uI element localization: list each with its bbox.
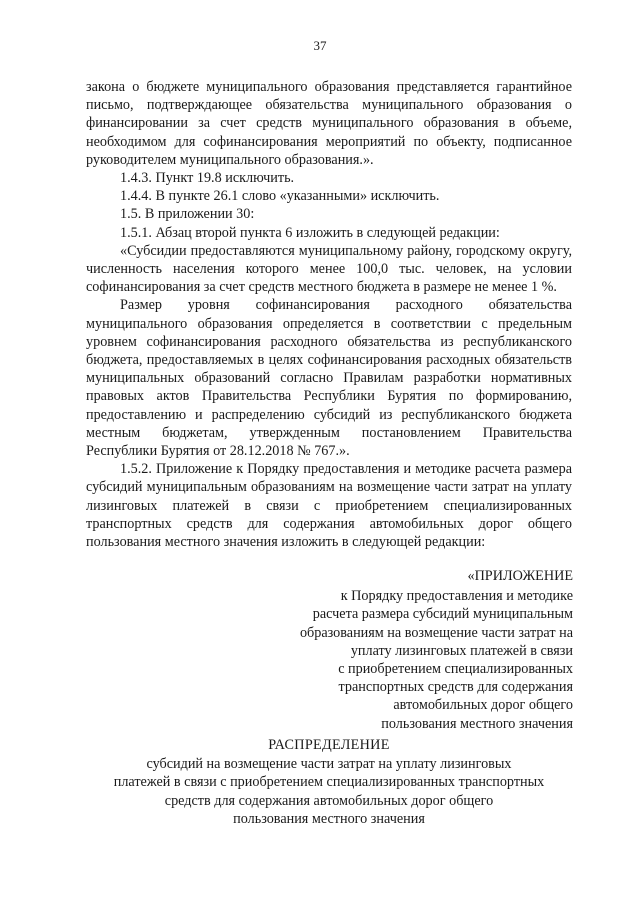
paragraph-4: 1.5. В приложении 30: (120, 206, 255, 223)
body-text (86, 78, 572, 551)
paragraph-1: закона о бюджете муниципального образования представляется гарантийное письмо, подтверждающее обязательства муниципального образования о финансировании за счет средств муниципального образования в объеме, необходимом для софинансирования мероприятий по объекту, подписанное руководителем муниципального образования.». (86, 79, 572, 168)
paragraph-3: 1.4.4. В пункте 26.1 слово «указанными» исключить. (120, 188, 440, 205)
page-number: 37 (313, 38, 327, 53)
appendix-line: расчета размера субсидий муниципальным (312, 606, 573, 623)
distribution-line: пользования местного значения (233, 810, 425, 827)
distribution-block (86, 736, 572, 828)
distribution-line: платежей в связи с приобретением специализированных транспортных (113, 774, 545, 791)
appendix-line: с приобретением специализированных (338, 661, 573, 678)
appendix-heading: «ПРИЛОЖЕНИЕ (467, 568, 573, 584)
distribution-line: субсидий на возмещение части затрат на уплату лизинговых (146, 756, 512, 773)
appendix-line: к Порядку предоставления и методике (340, 588, 573, 605)
paragraph-6: «Субсидии предоставляются муниципальному району, городскому округу, численность населения которого менее 100,0 тыс. человек, на условии софинансирования за счет средств местного бюджета в размере не менее 1 %. (86, 242, 572, 296)
paragraph-7: Размер уровня софинансирования расходного обязательства муниципального образования определяется в соответствии с предельным уровнем софинансирования расходного обязательства из республиканского бюджета, предоставляемых в целях софинансирования расходных обязательств муниципальных образований согласно Правилам разработки нормативных правовых актов Правительства Республики Бурятия по формированию, предоставлению и распределению субсидий из республиканского бюджета местным бюджетам, утвержденным постановлением Правительства Республики Бурятия от 28.12.2018 № 767.». (86, 297, 572, 460)
paragraph-2: 1.4.3. Пункт 19.8 исключить. (120, 170, 295, 187)
appendix-line: автомобильных дорог общего (393, 697, 573, 714)
appendix-line: пользования местного значения (381, 715, 573, 732)
paragraph-5: 1.5.1. Абзац второй пункта 6 изложить в следующей редакции: (120, 224, 500, 241)
appendix-line: уплату лизинговых платежей в связи (350, 642, 573, 659)
appendix-block (240, 567, 573, 733)
distribution-line: средств для содержания автомобильных дорог общего (164, 792, 494, 809)
paragraph-8: 1.5.2. Приложение к Порядку предоставления и методике расчета размера субсидий муниципальным образованиям на возмещение части затрат на уплату лизинговых платежей в связи с приобретением специализированных транспортных средств для содержания автомобильных дорог общего пользования местного значения изложить в следующей редакции: (86, 461, 572, 551)
distribution-title: РАСПРЕДЕЛЕНИЕ (268, 737, 390, 753)
appendix-line: транспортных средств для содержания (338, 679, 573, 696)
appendix-line: образованиям на возмещение части затрат на (299, 624, 573, 641)
